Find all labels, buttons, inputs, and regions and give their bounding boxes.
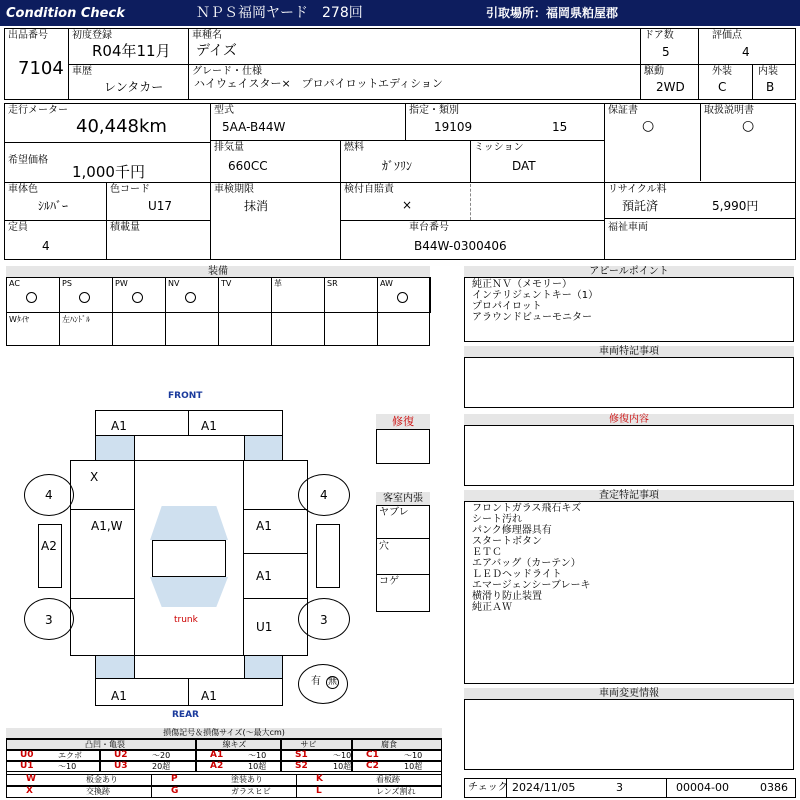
spare-type: 無 — [328, 677, 338, 687]
legend-code: U0 — [20, 750, 34, 760]
equip-label: AC — [9, 279, 20, 288]
mileage-label: 走行メーター — [8, 105, 68, 116]
doors-value: 5 — [662, 45, 670, 59]
price-label: 希望価格 — [8, 155, 48, 166]
footer-count: 3 — [616, 781, 623, 794]
equip-mark-circle-icon — [397, 292, 408, 303]
legend-code: G — [171, 786, 179, 796]
legend-code: L — [316, 786, 322, 796]
inspection-item: エマージェンシーブレーキ — [472, 580, 591, 591]
equipment-title: 装備 — [6, 266, 430, 278]
legend-code: A1 — [210, 750, 224, 760]
mileage-value: 40,448km — [76, 116, 167, 137]
legend-group-label: 線キズ — [222, 740, 247, 749]
change-info-title: 車両変更情報 — [464, 688, 794, 700]
legend-code: U2 — [114, 750, 128, 760]
legend-text: レンズ割れ — [376, 787, 416, 796]
capacity-value: 4 — [42, 239, 50, 253]
legend-code: K — [316, 774, 323, 784]
appeal-item: インテリジェントキー（1） — [472, 290, 599, 301]
legend-text: ～10 — [58, 762, 77, 771]
front-label: FRONT — [168, 391, 203, 401]
designation-value: 19109 — [434, 120, 473, 134]
trunk-label: trunk — [174, 615, 198, 625]
mark-front-b: A1 — [201, 419, 217, 433]
equip-mark-circle-icon — [26, 292, 37, 303]
mark-front-a: A1 — [111, 419, 127, 433]
header-title-center: ＮＰＳ福岡ヤード 278回 — [196, 5, 363, 21]
inspection-item: 横滑り防止装置 — [472, 591, 542, 602]
check-label: チェック — [468, 782, 508, 793]
model-value: デイズ — [196, 43, 237, 59]
chassis-label: 車台番号 — [409, 222, 449, 233]
inspection-item: スタートボタン — [472, 536, 542, 547]
price-value: 1,000千円 — [72, 163, 145, 181]
equip-label: PS — [62, 279, 72, 288]
inspection-item: シート汚れ — [472, 514, 522, 525]
inspection-item: 純正ＡＷ — [472, 602, 512, 613]
inspection-item: エアバッグ（カーテン） — [472, 558, 581, 569]
repair-label: 修復 — [376, 414, 430, 430]
equip-cell — [271, 312, 325, 346]
doors-label: ドア数 — [644, 30, 674, 41]
appeal-title: アピールポイント — [464, 266, 794, 278]
equip-mark-circle-icon — [185, 292, 196, 303]
color-value: ｼﾙﾊﾞｰ — [38, 199, 69, 213]
footer-number: 0386 — [760, 781, 788, 794]
mark-tire-fr: 4 — [320, 488, 328, 502]
inspection-label: 車検期限 — [214, 184, 254, 195]
inspection-list — [472, 503, 790, 613]
mark-right-mid: A1 — [256, 569, 272, 583]
grade-label: グレード・仕様 — [192, 66, 262, 77]
equip-mark-circle-icon — [132, 292, 143, 303]
equip-label: 革 — [274, 279, 282, 288]
grade-value: ハイウェイスター× プロパイロットエディション — [194, 77, 443, 90]
exterior-label: 外装 — [712, 66, 732, 77]
equip-cell — [165, 312, 219, 346]
model-label: 車種名 — [192, 30, 222, 41]
footer-date: 2024/11/05 — [512, 781, 576, 794]
designation-label: 指定・類別 — [409, 105, 459, 116]
recycle-status: 預託済 — [622, 199, 659, 213]
change-info-box — [464, 688, 794, 770]
mission-label: ミッション — [474, 142, 524, 153]
interior-item-2: コゲ — [379, 576, 399, 587]
fuel-label: 燃料 — [344, 142, 364, 153]
interior-value: B — [766, 80, 775, 94]
legend-group-label: 腐食 — [381, 740, 397, 749]
history-label: 車歴 — [72, 66, 92, 77]
appeal-item: プロパイロット — [472, 301, 542, 312]
inspection-notes-title: 査定特記事項 — [464, 490, 794, 502]
equip-label: PW — [115, 279, 128, 288]
mark-left-panel: A2 — [41, 539, 57, 553]
mark-right-rear: U1 — [256, 620, 273, 634]
warranty-label: 保証書 — [608, 105, 638, 116]
equip-cell — [112, 312, 166, 346]
equip-label: NV — [168, 279, 180, 288]
legend-text: 看板跡 — [376, 775, 400, 784]
insurance-value: × — [402, 198, 413, 212]
spare-tire — [298, 664, 348, 704]
legend-code: P — [171, 774, 178, 784]
appeal-item: アラウンドビューモニター — [472, 312, 592, 323]
drive-value: 2WD — [656, 80, 685, 94]
insurance-label: 検付自賠責 — [344, 184, 394, 195]
mark-rear-a: A1 — [111, 689, 127, 703]
rear-windshield — [150, 577, 228, 607]
score-label: 評価点 — [712, 30, 742, 41]
mission-value: DAT — [512, 159, 536, 173]
equip-label: AW — [380, 279, 393, 288]
equip-mark-circle-icon — [79, 292, 90, 303]
mark-tire-rr: 3 — [320, 613, 328, 627]
category-value: 15 — [552, 120, 568, 134]
capacity-label: 定員 — [8, 222, 28, 233]
legend-text: 10超 — [248, 762, 267, 771]
header-title-left: Condition Check — [6, 6, 125, 21]
color-code-label: 色コード — [110, 184, 150, 195]
score-value: 4 — [742, 45, 750, 59]
history-value: レンタカー — [104, 80, 164, 94]
legend-group-label: 凸凹・亀裂 — [85, 740, 125, 749]
mark-right-front: A1 — [256, 519, 272, 533]
header-location: 引取場所：福岡県粕屋郡 — [486, 6, 619, 20]
legend-group-header — [281, 739, 352, 750]
legend-text: ガラスヒビ — [231, 787, 271, 796]
mark-left-door: A1,W — [91, 519, 123, 533]
legend-group-label: サビ — [300, 740, 317, 749]
first-reg-label: 初度登録 — [72, 30, 112, 41]
legend-text: 20超 — [152, 762, 171, 771]
legend-text: ～10 — [248, 751, 267, 760]
inspection-item: パンク修理器具有 — [472, 525, 552, 536]
manual-label: 取扱説明書 — [704, 105, 754, 116]
equip-label: 左ﾊﾝﾄﾞﾙ — [62, 315, 90, 324]
inspection-item: ＥＴＣ — [472, 547, 502, 558]
warranty-value: ○ — [642, 118, 655, 134]
type-value: 5AA-B44W — [222, 120, 286, 134]
equip-cell — [218, 312, 272, 346]
exterior-value: C — [718, 80, 727, 94]
inspection-value: 抹消 — [244, 199, 269, 213]
legend-code: A2 — [210, 761, 224, 771]
interior-item-1: 穴 — [379, 541, 389, 552]
appeal-item: 純正ＮＶ（メモリー） — [472, 279, 572, 290]
legend-text: 10超 — [404, 762, 423, 771]
legend-code: U1 — [20, 761, 34, 771]
interior-title: 客室内張 — [376, 492, 430, 506]
legend-text: 板金あり — [86, 775, 118, 784]
roof — [152, 540, 226, 577]
legend-text: ～10 — [333, 751, 352, 760]
legend-code: U3 — [114, 761, 128, 771]
displacement-value: 660CC — [228, 159, 268, 173]
legend-code: S1 — [295, 750, 308, 760]
legend-text: 塗装あり — [231, 775, 263, 784]
equip-label: Wﾀｲﾔ — [9, 315, 29, 324]
equip-label: SR — [327, 279, 338, 288]
fuel-value: ｶﾞｿﾘﾝ — [382, 159, 413, 173]
vehicle-notes-title: 車両特記事項 — [464, 346, 794, 358]
legend-code: C1 — [366, 750, 379, 760]
rear-label: REAR — [172, 710, 199, 720]
inspection-item: フロントガラス飛石キズ — [472, 503, 582, 514]
displacement-label: 排気量 — [214, 142, 244, 153]
appeal-list — [472, 279, 790, 323]
legend-code: S2 — [295, 761, 308, 771]
lot-number: 7104 — [18, 58, 64, 79]
legend-code: W — [26, 774, 36, 784]
drive-label: 駆動 — [644, 66, 664, 77]
interior-item-0: ヤブレ — [379, 507, 409, 518]
manual-value: ○ — [742, 118, 755, 134]
color-label: 車体色 — [8, 184, 38, 195]
legend-group-header — [352, 739, 442, 750]
interior-label: 内装 — [758, 66, 778, 77]
lot-label: 出品番号 — [8, 30, 48, 41]
first-reg-value: R04年11月 — [92, 42, 171, 60]
header-bar — [0, 0, 800, 26]
equip-cell — [324, 312, 378, 346]
legend-cell — [196, 750, 281, 761]
load-label: 積載量 — [110, 222, 140, 233]
type-label: 型式 — [214, 105, 234, 116]
color-code-value: U17 — [148, 199, 173, 213]
legend-title: 損傷記号＆損傷サイズ(～最大cm) — [6, 728, 442, 739]
footer-code: 00004-00 — [676, 781, 729, 794]
welfare-label: 福祉車両 — [608, 222, 648, 233]
mark-tire-fl: 4 — [45, 488, 53, 502]
mark-tire-rl: 3 — [45, 613, 53, 627]
legend-text: 10超 — [333, 762, 352, 771]
front-windshield — [150, 506, 228, 540]
recycle-fee: 5,990円 — [712, 199, 759, 213]
legend-cell — [196, 761, 281, 772]
chassis-value: B44W-0300406 — [414, 239, 507, 253]
legend-text: ～20 — [152, 751, 171, 760]
repair-content-title: 修復内容 — [464, 414, 794, 426]
mark-x: X — [90, 470, 99, 484]
legend-text: エクボ — [58, 751, 82, 760]
legend-code: C2 — [366, 761, 379, 771]
mark-rear-b: A1 — [201, 689, 217, 703]
equip-label: TV — [221, 279, 232, 288]
inspection-item: ＬＥＤヘッドライト — [472, 569, 562, 580]
legend-code: X — [26, 786, 33, 796]
recycle-label: リサイクル料 — [608, 184, 667, 195]
legend-text: 交換跡 — [86, 787, 110, 796]
legend-text: ～10 — [404, 751, 423, 760]
spare-label: 有 — [311, 676, 321, 687]
